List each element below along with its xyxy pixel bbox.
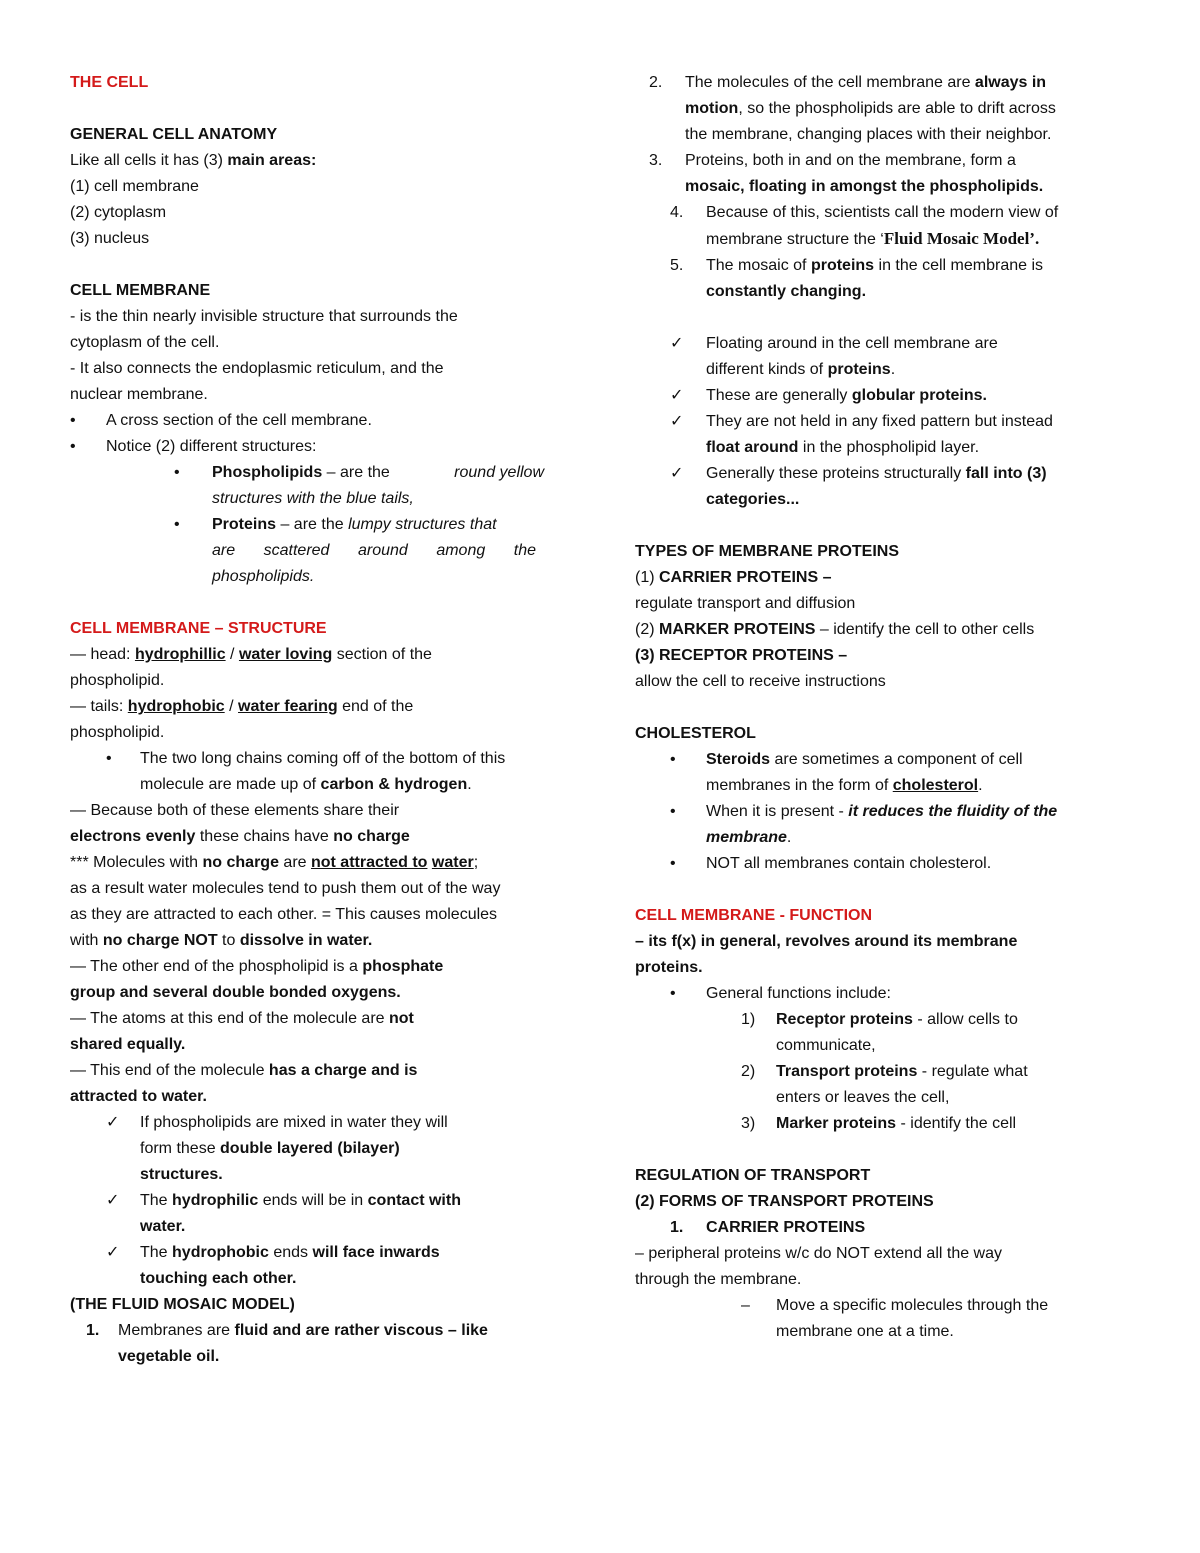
head-line: — head: hydrophillic / water loving section of the [70,646,432,663]
types-heading: TYPES OF MEMBRANE PROTEINS [635,543,900,560]
phosphate-line: — The other end of the phospholipid is a phosphate [70,958,444,975]
bullet-item: • Steroids are sometimes a component of cell membranes in the form of cholesterol. [670,751,1023,794]
dash-item: – Move a specific molecules through the membrane one at a time. [741,1297,1049,1340]
checklist-item: ✓ They are not held in any fixed pattern but instead float around in the phospholipid layer. [635,409,1125,461]
bullet-item: • When it is present - it reduces the fluidity of the membrane. [670,803,1058,846]
carrier-heading: 1. CARRIER PROTEINS [670,1219,866,1236]
phospholipids-item: • Phospholipids – are the round yellow structures with the blue tails, [174,464,544,507]
numbered-item: 4. Because of this, scientists call the modern view of membrane structure the ‘Fluid Mosaic Model’. [670,204,1059,248]
carrier-proteins-line: (1) CARRIER PROTEINS – [635,569,832,586]
membrane-heading: CELL MEMBRANE [70,282,211,299]
fluid-item: 1. Membranes are fluid and are rather viscous – like vegetable oil. [86,1322,488,1365]
structure-heading: CELL MEMBRANE – STRUCTURE [70,620,327,637]
stars-line: *** Molecules with no charge are not attracted to water; [70,854,479,871]
area-item: (1) cell membrane [70,178,199,195]
check-icon: ✓ [106,1192,120,1209]
forms-heading: (2) FORMS OF TRANSPORT PROTEINS [635,1193,934,1210]
check-icon: ✓ [106,1114,120,1131]
marker-proteins-line: (2) MARKER PROTEINS – identify the cell to other cells [635,621,1035,638]
phosphate-line: group and several double bonded oxygens. [70,984,401,1001]
tail-line: — tails: hydrophobic / water fearing end of the [70,698,414,715]
numbered-item: 2. The molecules of the cell membrane are always in motion, so the phospholipids are able to drift across the membrane, changing places with their neighbor. [649,74,1056,143]
right-column [635,70,1125,1345]
share-line: electrons evenly these chains have no charge [70,828,410,845]
fluid-mosaic-heading: (THE FLUID MOSAIC MODEL) [70,1296,295,1313]
check-icon: ✓ [670,465,684,482]
check-icon: ✓ [106,1244,120,1261]
carrier-proteins-desc: regulate transport and diffusion [635,595,856,612]
cholesterol-heading: CHOLESTEROL [635,725,756,742]
membrane-text: cytoplasm of the cell. [70,334,220,351]
checklist-item: ✓ Generally these proteins structurally fall into (3) categories... [635,461,1125,513]
proteins-item: • Proteins – are the lumpy structures that are scattered around among the phospholipids. [174,516,536,585]
atoms-line: shared equally. [70,1036,186,1053]
check-icon: ✓ [670,335,684,352]
function-item: 3) Marker proteins - identify the cell [741,1115,1017,1132]
tail-line-cont: phospholipid. [70,724,165,741]
bullet-item: • A cross section of the cell membrane. [70,412,372,429]
receptor-proteins-desc: allow the cell to receive instructions [635,673,886,690]
carrier-text: – peripheral proteins w/c do NOT extend all the way [635,1245,1003,1262]
charge-line: attracted to water. [70,1088,207,1105]
function-item: 2) Transport proteins - regulate what enters or leaves the cell, [741,1063,1028,1106]
membrane-text: nuclear membrane. [70,386,208,403]
check-icon: ✓ [670,387,684,404]
numbered-item: 3. Proteins, both in and on the membrane, form a mosaic, floating in amongst the phospholipids. [649,152,1044,195]
share-line: — Because both of these elements share their [70,802,400,819]
checklist-item: ✓ Floating around in the cell membrane are different kinds of proteins. [635,331,1125,383]
membrane-text: - is the thin nearly invisible structure that surrounds the [70,308,458,325]
bullet-item: • NOT all membranes contain cholesterol. [670,855,992,872]
regulation-heading: REGULATION OF TRANSPORT [635,1167,871,1184]
checklist-item: ✓ These are generally globular proteins. [635,383,1125,409]
charge-line: — This end of the molecule has a charge and is [70,1062,418,1079]
bullet-item: • General functions include: [670,985,891,1002]
left-column [70,70,560,1370]
carrier-text: through the membrane. [635,1271,802,1288]
receptor-proteins-line: (3) RECEPTOR PROTEINS – [635,647,848,664]
check-icon: ✓ [670,413,684,430]
head-line-cont: phospholipid. [70,672,165,689]
chains-item: • The two long chains coming off of the bottom of this molecule are made up of carbon & hydrogen. [106,750,506,793]
result-line: as a result water molecules tend to push them out of the way [70,880,501,897]
function-text: proteins. [635,959,703,976]
numbered-item: 5. The mosaic of proteins in the cell membrane is constantly changing. [670,257,1044,300]
result-line: with no charge NOT to dissolve in water. [70,932,373,949]
checklist-item: ✓ If phospholipids are mixed in water they will form these double layered (bilayer) structures. [70,1110,560,1188]
area-item: (2) cytoplasm [70,204,167,221]
anatomy-intro: Like all cells it has (3) main areas: [70,152,317,169]
membrane-text: - It also connects the endoplasmic reticulum, and the [70,360,444,377]
function-text: – its f(x) in general, revolves around its membrane [635,933,1018,950]
doc-title: THE CELL [70,74,149,91]
bullet-item: • Notice (2) different structures: [70,438,317,455]
checklist-item: ✓ The hydrophobic ends will face inwards touching each other. [70,1240,560,1292]
function-item: 1) Receptor proteins - allow cells to communicate, [741,1011,1018,1054]
atoms-line: — The atoms at this end of the molecule are not [70,1010,414,1027]
result-line: as they are attracted to each other. = This causes molecules [70,906,498,923]
area-item: (3) nucleus [70,230,150,247]
anatomy-heading: GENERAL CELL ANATOMY [70,126,278,143]
checklist-item: ✓ The hydrophilic ends will be in contact with water. [70,1188,560,1240]
function-heading: CELL MEMBRANE - FUNCTION [635,907,873,924]
